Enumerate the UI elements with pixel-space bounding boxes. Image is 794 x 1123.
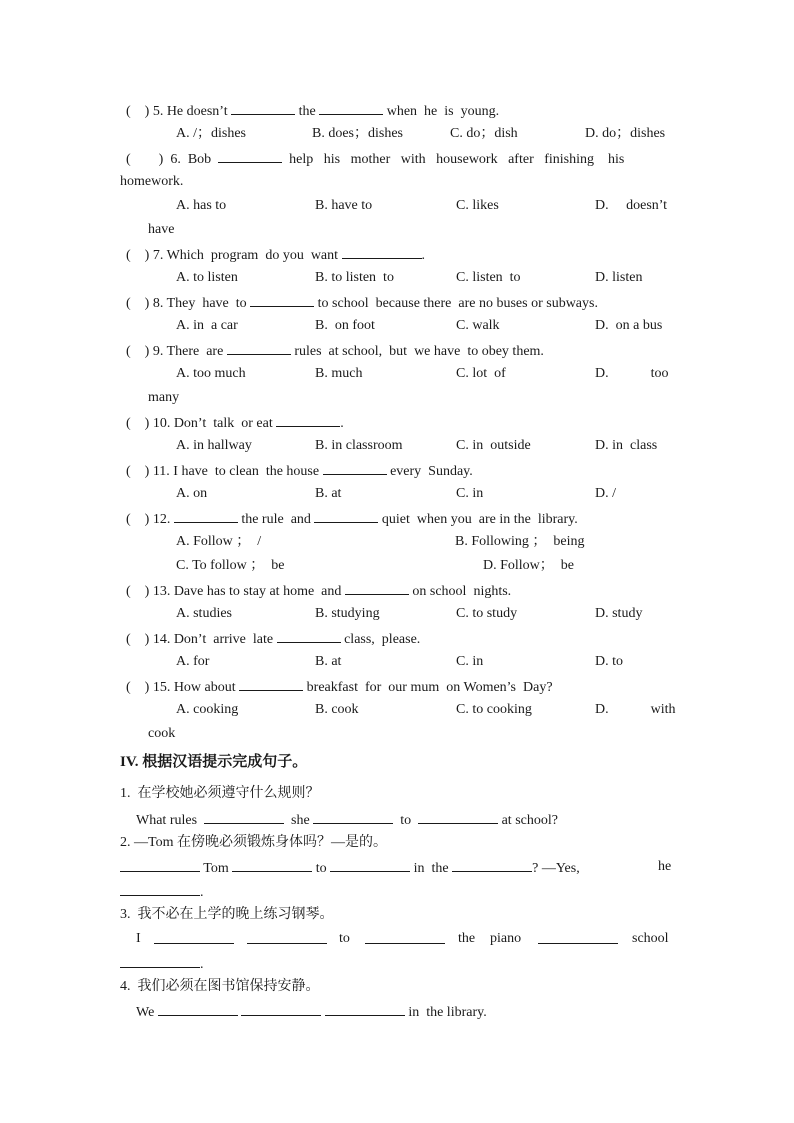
- answer-blank[interactable]: [538, 930, 618, 944]
- option-c[interactable]: C. do；dish: [450, 126, 518, 141]
- option-c[interactable]: C. To follow ； be: [176, 558, 285, 573]
- question-15: ( ) 15. How about breakfast for our mum on Women’s Day?: [126, 677, 553, 697]
- option-a[interactable]: A. too much: [176, 366, 246, 381]
- answer-blank[interactable]: [239, 677, 303, 691]
- answer-blank[interactable]: [247, 930, 327, 944]
- option-a[interactable]: A. studies: [176, 606, 232, 621]
- answer-blank[interactable]: [227, 341, 291, 355]
- answer-blank[interactable]: [120, 882, 200, 896]
- options-q11: [0, 485, 794, 503]
- answer-blank[interactable]: [325, 1002, 405, 1016]
- question-10: ( ) 10. Don’t talk or eat .: [126, 413, 344, 433]
- option-c[interactable]: C. in: [456, 654, 484, 669]
- options-q9: [0, 365, 794, 383]
- option-c[interactable]: C. lot of: [456, 366, 506, 381]
- option-d[interactable]: D. do；dishes: [585, 126, 666, 141]
- option-d[interactable]: D. on a bus: [595, 318, 663, 333]
- option-d[interactable]: D. listen: [595, 270, 643, 285]
- question-11: ( ) 11. I have to clean the house every Sunday.: [126, 461, 473, 481]
- option-c[interactable]: C. in outside: [456, 438, 531, 453]
- answer-blank[interactable]: [365, 930, 445, 944]
- answer-blank[interactable]: [342, 245, 422, 259]
- sentence-1-english: What rules she to at school?: [136, 810, 558, 830]
- option-c[interactable]: C. to study: [456, 606, 518, 621]
- options-q7: [0, 269, 794, 287]
- option-d[interactable]: D. to: [595, 654, 623, 669]
- answer-blank[interactable]: [174, 509, 238, 523]
- options-q12-row2: [0, 557, 794, 575]
- answer-blank[interactable]: [154, 930, 234, 944]
- option-a[interactable]: A. in hallway: [176, 438, 252, 453]
- option-d[interactable]: D. in class: [595, 438, 658, 453]
- answer-blank[interactable]: [120, 954, 200, 968]
- question-stem: ( ) 5. He doesn’t: [126, 104, 228, 119]
- answer-blank[interactable]: [250, 293, 314, 307]
- option-d[interactable]: D. study: [595, 606, 643, 621]
- answer-blank[interactable]: [158, 1002, 238, 1016]
- option-b[interactable]: B. at: [315, 486, 342, 501]
- options-q13: [0, 605, 794, 623]
- sentence-2-english: Tom to in the ? —Yes, he: [0, 858, 794, 876]
- question-8: ( ) 8. They have to to school because there are no buses or subways.: [126, 293, 598, 313]
- option-b[interactable]: B. on foot: [315, 318, 375, 333]
- option-b[interactable]: B. have to: [315, 198, 373, 213]
- answer-blank[interactable]: [276, 413, 340, 427]
- answer-blank[interactable]: [452, 858, 532, 872]
- option-a[interactable]: A. has to: [176, 198, 227, 213]
- option-a[interactable]: A. on: [176, 486, 208, 501]
- question-14: ( ) 14. Don’t arrive late class, please.: [126, 629, 420, 649]
- question-6: ( ) 6. Bob help his mother with housework after finishing his: [126, 149, 624, 169]
- option-c[interactable]: C. in: [456, 486, 484, 501]
- sentence-4-english: We in the library.: [136, 1002, 487, 1022]
- option-a[interactable]: A. for: [176, 654, 210, 669]
- option-d-continued: cook: [148, 726, 176, 741]
- sentence-3-english: I to the piano school: [136, 931, 669, 946]
- options-q12-row1: [0, 533, 794, 551]
- question-9: ( ) 9. There are rules at school, but we have to obey them.: [126, 341, 544, 361]
- answer-blank[interactable]: [314, 509, 378, 523]
- answer-blank[interactable]: [330, 858, 410, 872]
- option-a[interactable]: A. to listen: [176, 270, 238, 285]
- sentence-3-continued: .: [120, 954, 204, 974]
- option-a[interactable]: A. /；dishes: [176, 126, 246, 141]
- option-c[interactable]: C. likes: [456, 198, 499, 213]
- option-b[interactable]: B. much: [315, 366, 363, 381]
- option-c[interactable]: C. to cooking: [456, 702, 532, 717]
- question-6-continued: homework.: [120, 174, 184, 189]
- option-d[interactable]: D. /: [595, 486, 616, 501]
- option-a[interactable]: A. Follow ； /: [176, 534, 262, 549]
- answer-blank[interactable]: [313, 810, 393, 824]
- answer-blank[interactable]: [232, 858, 312, 872]
- options-q6: [0, 197, 794, 215]
- sentence-1-chinese: 1. 在学校她必须遵守什么规则？: [120, 786, 320, 801]
- options-q10: [0, 437, 794, 455]
- option-b[interactable]: B. Following ； being: [455, 534, 585, 549]
- options-q5: [0, 125, 794, 143]
- option-b[interactable]: B. cook: [315, 702, 359, 717]
- option-b[interactable]: B. does；dishes: [312, 126, 403, 141]
- sentence-3-chinese: 3. 我不必在上学的晚上练习钢琴。: [120, 907, 334, 922]
- answer-blank[interactable]: [418, 810, 498, 824]
- answer-blank[interactable]: [204, 810, 284, 824]
- section-heading: IV. 根据汉语提示完成句子。: [120, 754, 308, 770]
- sentence-2-chinese: 2. —Tom 在傍晚必须锻炼身体吗？—是的。: [120, 835, 387, 850]
- question-12: ( ) 12. the rule and quiet when you are in the library.: [126, 509, 578, 529]
- option-b[interactable]: B. at: [315, 654, 342, 669]
- answer-blank[interactable]: [319, 101, 383, 115]
- option-d-continued: have: [148, 222, 175, 237]
- sentence-4-chinese: 4. 我们必须在图书馆保持安静。: [120, 979, 320, 994]
- answer-blank[interactable]: [323, 461, 387, 475]
- question-7: ( ) 7. Which program do you want .: [126, 245, 425, 265]
- option-c[interactable]: C. walk: [456, 318, 500, 333]
- option-c[interactable]: C. listen to: [456, 270, 521, 285]
- option-d[interactable]: D. doesn’t: [595, 198, 668, 213]
- option-d[interactable]: D. too: [595, 366, 669, 381]
- options-q14: [0, 653, 794, 671]
- answer-blank[interactable]: [345, 581, 409, 595]
- answer-blank[interactable]: [241, 1002, 321, 1016]
- options-q8: [0, 317, 794, 335]
- option-b[interactable]: B. to listen to: [315, 270, 394, 285]
- option-d[interactable]: D. Follow； be: [483, 558, 574, 573]
- answer-blank[interactable]: [218, 149, 282, 163]
- sentence-2-continued: .: [120, 882, 204, 902]
- option-d-continued: many: [148, 390, 180, 405]
- question-5: ( ) 5. He doesn’t the when he is young.: [126, 101, 499, 121]
- option-b[interactable]: B. in classroom: [315, 438, 403, 453]
- option-a[interactable]: A. in a car: [176, 318, 238, 333]
- answer-blank[interactable]: [277, 629, 341, 643]
- options-q15: [0, 701, 794, 719]
- option-d[interactable]: D. with: [595, 702, 676, 717]
- answer-blank[interactable]: [120, 858, 200, 872]
- option-b[interactable]: B. studying: [315, 606, 380, 621]
- answer-blank[interactable]: [231, 101, 295, 115]
- question-13: ( ) 13. Dave has to stay at home and on school nights.: [126, 581, 511, 601]
- option-a[interactable]: A. cooking: [176, 702, 239, 717]
